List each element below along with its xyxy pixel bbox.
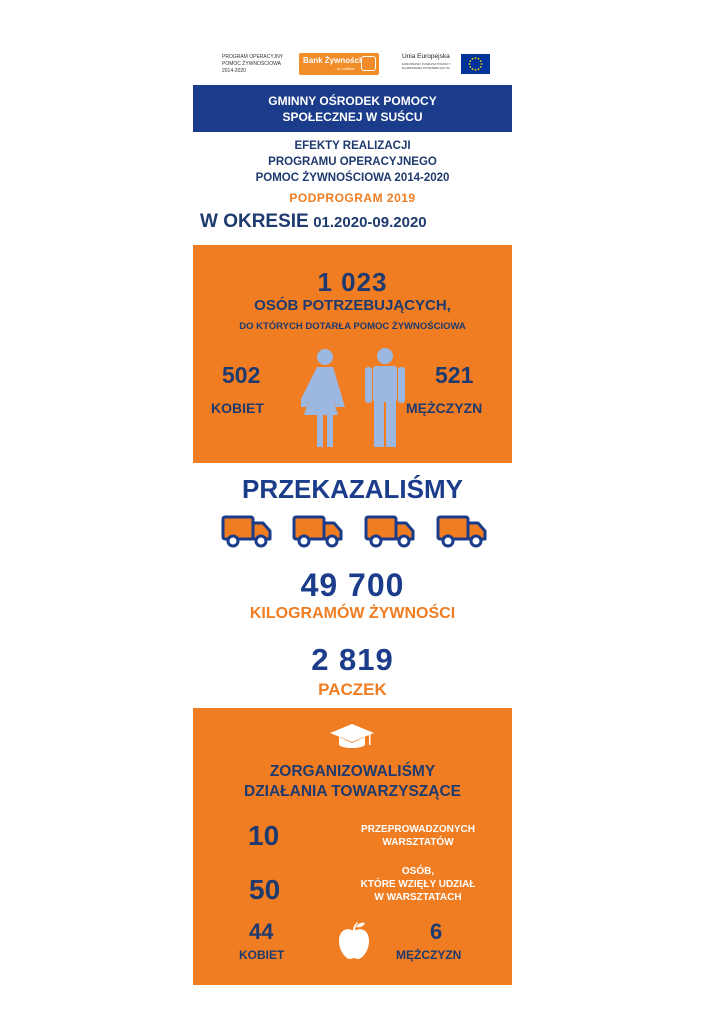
period-value: 01.2020-09.2020 xyxy=(313,214,427,231)
participants-label-line: OSÓB, xyxy=(401,866,435,877)
food-bank-emblem-icon xyxy=(361,56,376,71)
food-kg-value: 49 700 xyxy=(300,567,405,603)
people-reached-panel xyxy=(193,245,512,463)
man-figure-icon xyxy=(363,347,407,452)
participant-women-value: 44 xyxy=(249,919,274,944)
people-total: 1 023 xyxy=(317,267,388,297)
period-label: W OKRESIE xyxy=(200,211,309,232)
delivered-heading: PRZEKAZALIŚMY xyxy=(242,474,463,504)
packages-label: PACZEK xyxy=(318,680,387,699)
title-banner xyxy=(193,85,512,132)
effects-line-1: EFEKTY REALIZACJI xyxy=(294,140,411,152)
people-total-sub: DO KTÓRYCH DOTARŁA POMOC ŻYWNOŚCIOWA xyxy=(239,321,466,332)
truck-icon xyxy=(364,513,416,549)
food-bank-logo-title: Bank Żywności xyxy=(303,56,362,65)
activities-panel xyxy=(193,708,512,985)
graduation-cap-icon xyxy=(329,722,375,757)
eu-flag-icon xyxy=(461,54,490,74)
women-label: KOBIET xyxy=(211,400,264,416)
woman-figure-icon xyxy=(301,347,349,452)
eu-sub-label: EUROPEJSKI FUNDUSZ POMOCY NAJBARDZIEJ POTRZEBUJĄCYM xyxy=(402,62,451,70)
participant-women-label: KOBIET xyxy=(239,948,285,962)
workshops-value: 10 xyxy=(248,820,280,851)
truck-icon xyxy=(292,513,344,549)
subprogram-label: PODPROGRAM 2019 xyxy=(289,191,416,205)
program-logo-line: PROGRAM OPERACYJNY xyxy=(222,54,284,60)
workshops-label xyxy=(338,823,498,849)
truck-icon xyxy=(436,513,488,549)
eu-label: Unia Europejska xyxy=(402,53,450,60)
participant-men-value: 6 xyxy=(430,919,443,944)
banner-line-1: GMINNY OŚRODEK POMOCY xyxy=(268,94,437,108)
participants-label xyxy=(338,865,498,904)
apple-icon xyxy=(337,921,371,966)
men-count: 521 xyxy=(435,362,474,388)
workshops-label-line: WARSZTATÓW xyxy=(382,837,454,848)
workshops-label-line: PRZEPROWADZONYCH xyxy=(361,824,475,835)
effects-heading xyxy=(193,138,512,186)
banner-line-2: SPOŁECZNEJ W SUŚCU xyxy=(282,110,423,124)
effects-line-2: PROGRAMU OPERACYJNEGO xyxy=(268,156,437,168)
program-logo xyxy=(222,54,292,75)
women-count: 502 xyxy=(222,362,261,388)
program-logo-line: 2014-2020 xyxy=(222,68,246,74)
food-bank-logo-sub: w Lublinie xyxy=(337,66,355,71)
men-label: MĘŻCZYZN xyxy=(406,400,483,416)
packages-value: 2 819 xyxy=(311,642,394,677)
participants-label-line: W WARSZTATACH xyxy=(374,892,462,903)
activities-heading-line-2: DZIAŁANIA TOWARZYSZĄCE xyxy=(244,783,461,800)
truck-icon xyxy=(221,513,273,549)
food-kg-label: KILOGRAMÓW ŻYWNOŚCI xyxy=(249,605,456,622)
program-logo-line: POMOC ŻYWNOŚCIOWA xyxy=(222,61,281,67)
food-bank-logo xyxy=(299,53,379,75)
participants-label-line: KTÓRE WZIĘŁY UDZIAŁ xyxy=(360,879,476,890)
participant-men-label: MĘŻCZYZN xyxy=(396,948,462,962)
people-total-label: OSÓB POTRZEBUJĄCYCH, xyxy=(254,297,451,314)
period-line xyxy=(200,211,427,233)
participants-value: 50 xyxy=(249,874,281,905)
effects-line-3: POMOC ŻYWNOŚCIOWA 2014-2020 xyxy=(255,172,450,184)
activities-heading xyxy=(193,762,512,802)
activities-heading-line-1: ZORGANIZOWALIŚMY xyxy=(269,763,436,780)
